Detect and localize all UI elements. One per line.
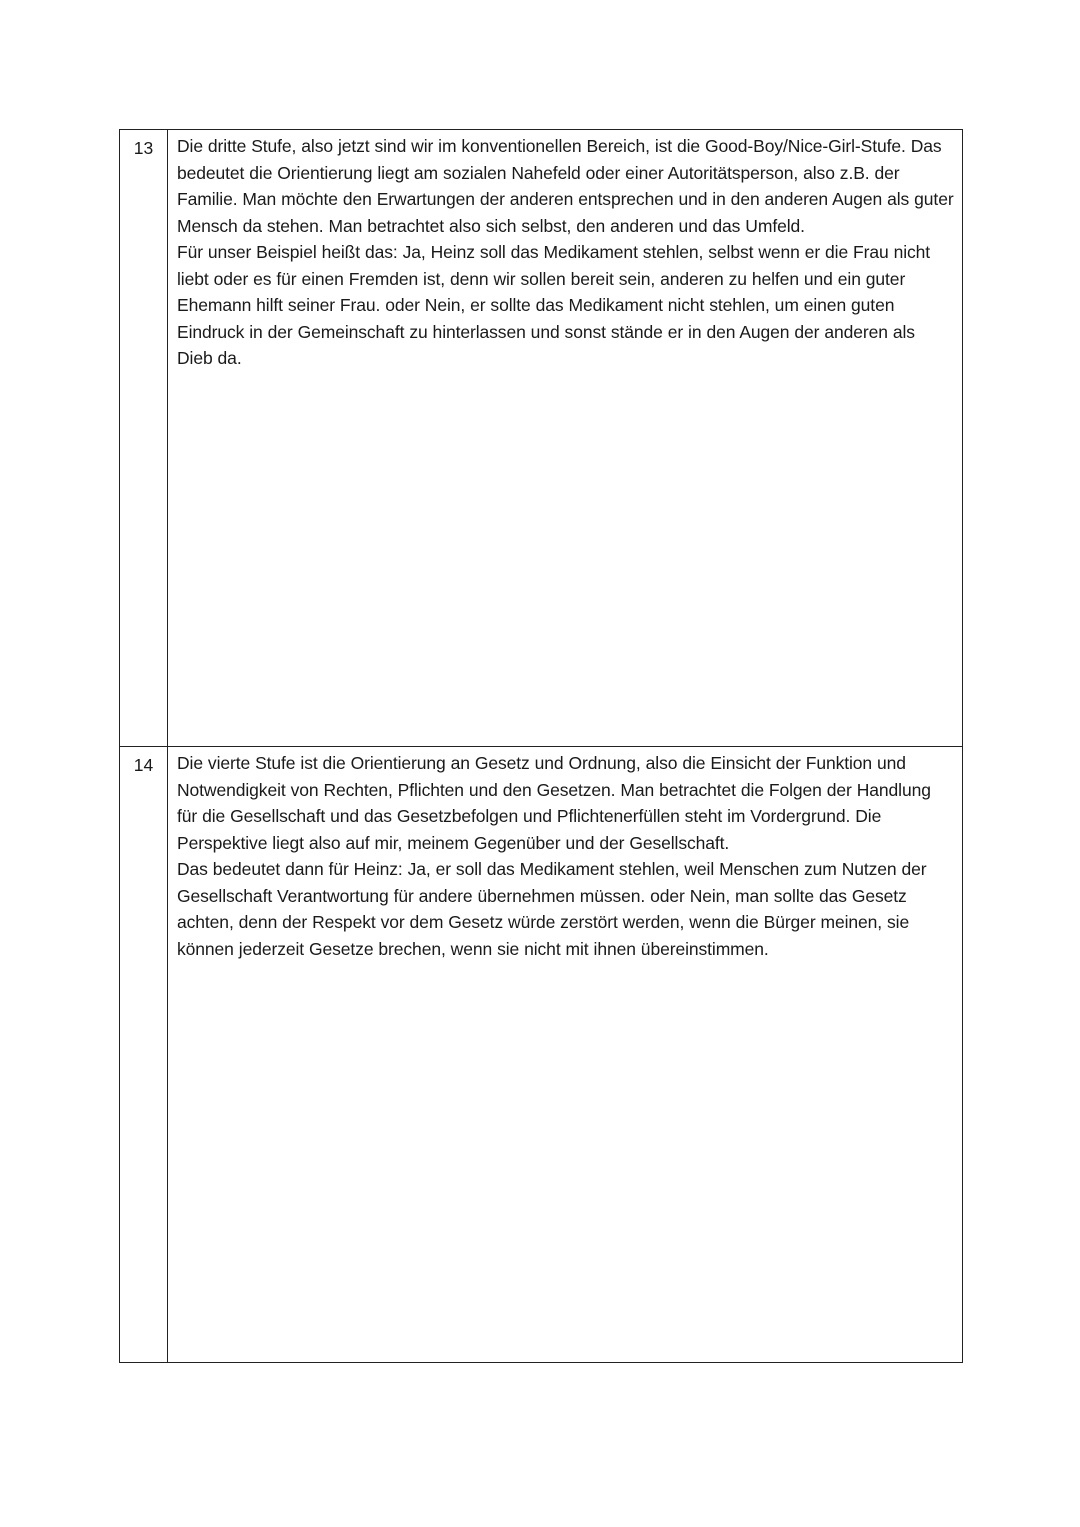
table-row xyxy=(120,747,963,1363)
table-row xyxy=(120,130,963,747)
row-number-cell xyxy=(120,130,168,747)
paragraph: Die dritte Stufe, also jetzt sind wir im konventionellen Bereich, ist die Good-Boy/Nice-Girl-Stufe. Das bedeutet die Orientierung liegt am sozialen Nahefeld oder einer Autoritätsperson, also z.B. der Familie. Man möchte den Erwartungen der anderen entsprechen und in den anderen Augen als guter Mensch da stehen. Man betrachtet also sich selbst, den anderen und das Umfeld. xyxy=(177,136,954,236)
paragraph: Das bedeutet dann für Heinz: Ja, er soll das Medikament stehlen, weil Menschen zum Nutzen der Gesellschaft Verantwortung für andere übernehmen müssen. oder Nein, man sollte das Gesetz achten, denn der Respekt vor dem Gesetz würde zerstört werden, wenn die Bürger meinen, sie können jederzeit Gesetze brechen, wenn sie nicht mit ihnen übereinstimmen. xyxy=(177,859,927,959)
paragraph: Für unser Beispiel heißt das: Ja, Heinz soll das Medikament stehlen, selbst wenn er die Frau nicht liebt oder es für einen Fremden ist, denn wir sollen bereit sein, anderen zu helfen und ein guter Ehemann hilft seiner Frau. oder Nein, er sollte das Medikament nicht stehlen, um einen guten Eindruck in der Gemeinschaft zu hinterlassen und sonst stände er in den Augen der anderen als Dieb da. xyxy=(177,242,931,368)
paragraph: Die vierte Stufe ist die Orientierung an Gesetz und Ordnung, also die Einsicht der Funktion und Notwendigkeit von Rechten, Pflichten und den Gesetzen. Man betrachtet die Folgen der Handlung für die Gesellschaft und das Gesetzbefolgen und Pflichtenerfüllen steht im Vordergrund. Die Perspektive liegt also auf mir, meinem Gegenüber und der Gesellschaft. xyxy=(177,753,931,853)
row-number-cell xyxy=(120,747,168,1363)
row-text-cell xyxy=(168,130,963,747)
document-table xyxy=(119,129,963,1363)
row-text-cell xyxy=(168,747,963,1363)
row-number: 14 xyxy=(133,755,154,775)
row-number: 13 xyxy=(133,138,154,158)
